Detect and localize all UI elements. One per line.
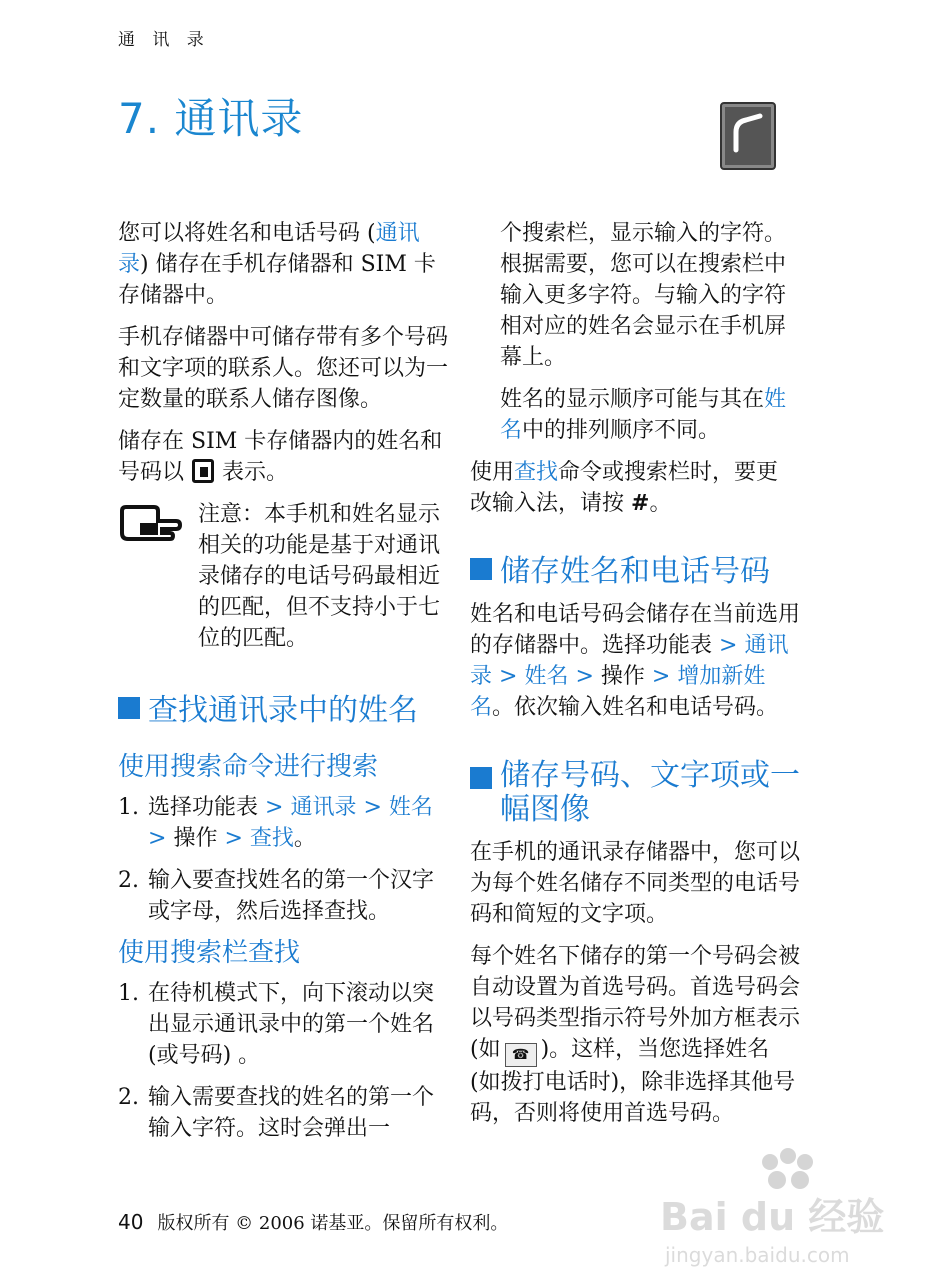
options-label: 操作 bbox=[600, 664, 645, 689]
step-text: 。 bbox=[368, 899, 391, 924]
footer bbox=[118, 1209, 508, 1235]
step-number: 2. bbox=[118, 1085, 139, 1110]
section-save-heading bbox=[470, 555, 800, 589]
step-text: 在待机模式下，向下滚动以突出显示通讯录中的第一个姓名 (或号码) 。 bbox=[148, 981, 435, 1068]
left-column bbox=[118, 218, 448, 1155]
separator: > bbox=[712, 633, 745, 658]
intro-text-a: 您可以将姓名和电话号码 ( bbox=[118, 221, 376, 246]
intro-paragraph bbox=[118, 218, 448, 311]
separator: > bbox=[492, 664, 525, 689]
step-text: 。 bbox=[293, 826, 316, 851]
find-label: 查找 bbox=[324, 899, 369, 924]
search-bar-continued: 个搜索栏，显示输入的字符。根据需要，您可以在搜索栏中输入更多字符。与输入的字符相对应的姓名会显示在手机屏幕上。 bbox=[500, 221, 787, 370]
section-store-heading bbox=[470, 759, 800, 827]
contacts-link[interactable]: 通讯录 bbox=[118, 221, 420, 277]
store-text-b: )。这样，当您选择姓名 (如拨打电话时)，除非选择其他号码，否则将使用首选号码。 bbox=[470, 1037, 796, 1126]
sim-paragraph bbox=[118, 426, 448, 488]
separator: > bbox=[258, 795, 291, 820]
tip-text-c: 。 bbox=[649, 491, 672, 516]
step-number: 1. bbox=[118, 795, 139, 820]
search-command-steps bbox=[118, 792, 448, 927]
names-link[interactable]: 姓名 bbox=[524, 664, 569, 689]
search-bar-steps bbox=[118, 978, 448, 1144]
sim-text-b: 表示。 bbox=[222, 460, 289, 485]
heading-square-icon bbox=[470, 558, 492, 580]
order-paragraph bbox=[470, 384, 800, 446]
page-number: 40 bbox=[118, 1210, 144, 1234]
store-paragraph-1: 在手机的通讯录存储器中，您可以为每个姓名储存不同类型的电话号码和简短的文字项。 bbox=[470, 840, 801, 927]
list-item bbox=[118, 865, 448, 927]
sim-card-icon bbox=[192, 459, 214, 483]
list-item bbox=[118, 1082, 448, 1144]
save-text: 姓名和电话号码会储存在当前选用的存储器中。选择 bbox=[470, 602, 801, 658]
names-link[interactable]: 姓名 bbox=[500, 387, 787, 443]
menu-label: 功能表 bbox=[646, 633, 713, 658]
header-label: 通 讯 录 bbox=[118, 30, 210, 50]
step-text: 输入要查找姓名的第一个汉字或字母，然后选择 bbox=[148, 868, 435, 924]
order-text-b: 中的排列顺序不同。 bbox=[522, 418, 721, 443]
phone-handset-icon bbox=[720, 102, 776, 170]
note-text: 注意：本手机和姓名显示相关的功能是基于对通讯录储存的电话号码最相近的匹配，但不支持小于七位的匹配。 bbox=[198, 502, 441, 651]
heading-square-icon bbox=[118, 697, 140, 719]
heading-square-icon bbox=[470, 767, 492, 789]
find-link[interactable]: 查找 bbox=[249, 826, 294, 851]
save-text: 。依次输入姓名和电话号码。 bbox=[492, 695, 779, 720]
copyright-text: 版权所有 © 2006 诺基亚。保留所有权利。 bbox=[157, 1213, 509, 1234]
step-text: 输入需要查找的姓名的第一个输入字符。这时会弹出一 bbox=[148, 1085, 435, 1141]
baidu-watermark bbox=[655, 1140, 885, 1270]
separator: > bbox=[217, 826, 250, 851]
names-link[interactable]: 姓名 bbox=[388, 795, 433, 820]
sim-text-a: 储存在 SIM 卡存储器内的姓名和号码以 bbox=[118, 429, 443, 485]
intro-text-b: ) 储存在手机存储器和 SIM 卡存储器中。 bbox=[118, 252, 436, 308]
note-hand-icon bbox=[118, 505, 182, 545]
separator: > bbox=[356, 795, 389, 820]
sub-search-command-heading: 使用搜索命令进行搜索 bbox=[118, 752, 379, 782]
hash-key: # bbox=[631, 491, 650, 516]
watermark-url: jingyan.baidu.com bbox=[665, 1243, 850, 1267]
store-paragraph-2 bbox=[470, 941, 800, 1129]
order-text-a: 姓名的显示顺序可能与其在 bbox=[500, 387, 765, 412]
step-text: 选择 bbox=[148, 795, 193, 820]
section-store-title: 储存号码、文字项或一幅图像 bbox=[500, 758, 800, 827]
contacts-link[interactable]: 通讯录 bbox=[470, 633, 789, 689]
separator: > bbox=[568, 664, 601, 689]
options-label: 操作 bbox=[173, 826, 218, 851]
add-name-link[interactable]: 增加新姓名 bbox=[470, 664, 766, 720]
menu-label: 功能表 bbox=[192, 795, 259, 820]
separator: > bbox=[644, 664, 678, 689]
store-text-a: 每个姓名下储存的第一个号码会被自动设置为首选号码。首选号码会以号码类型指示符号外加方框表示 (如 bbox=[470, 944, 801, 1062]
tip-paragraph bbox=[470, 457, 800, 519]
section-find-title: 查找通讯录中的姓名 bbox=[148, 693, 418, 728]
tip-text-b: 命令或搜索栏时，要更改输入法，请按 bbox=[470, 460, 779, 516]
section-find-heading bbox=[118, 694, 448, 728]
list-item bbox=[118, 978, 448, 1071]
phone-box-icon: ☎ bbox=[505, 1043, 537, 1067]
list-item bbox=[118, 792, 448, 854]
chapter-title: 7. 通讯录 bbox=[118, 94, 304, 143]
right-column bbox=[470, 218, 800, 1140]
step-number: 1. bbox=[118, 981, 139, 1006]
find-link[interactable]: 查找 bbox=[514, 460, 559, 485]
section-save-title: 储存姓名和电话号码 bbox=[500, 554, 770, 589]
contacts-link[interactable]: 通讯录 bbox=[290, 795, 357, 820]
save-paragraph bbox=[470, 599, 800, 723]
watermark-text: Bai du 经验 bbox=[660, 1195, 885, 1239]
memory-paragraph: 手机存储器中可储存带有多个号码和文字项的联系人。您还可以为一定数量的联系人储存图像。 bbox=[118, 325, 449, 412]
note-block bbox=[118, 499, 448, 654]
sub-search-bar-heading: 使用搜索栏查找 bbox=[118, 938, 301, 968]
step-number: 2. bbox=[118, 868, 139, 893]
tip-text-a: 使用 bbox=[470, 460, 515, 485]
separator: > bbox=[148, 826, 174, 851]
